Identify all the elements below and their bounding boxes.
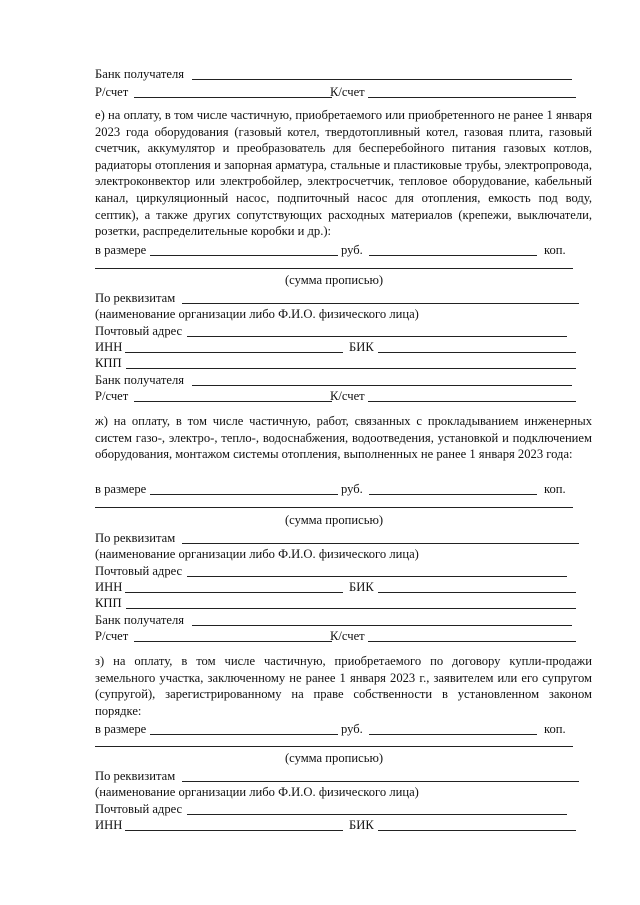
inn-field[interactable] (125, 352, 343, 353)
bank-label: Банк получателя (95, 67, 185, 81)
inn-field[interactable] (125, 592, 343, 593)
kpp-field[interactable] (126, 608, 576, 609)
ks-label: К/счет (330, 85, 365, 99)
bik-label: БИК (349, 340, 374, 354)
rub-field[interactable] (150, 255, 338, 256)
kpp-label: КПП (95, 596, 122, 610)
address-field[interactable] (187, 336, 567, 337)
inn-label: ИНН (95, 818, 123, 832)
bank-field[interactable] (192, 385, 572, 386)
account-row (95, 84, 595, 100)
amount-row (95, 721, 595, 737)
inn-label: ИНН (95, 340, 123, 354)
ks-label: К/счет (330, 389, 365, 403)
requisites-label: По реквизитам (95, 291, 176, 305)
amount-label: в размере (95, 722, 147, 736)
rs-label: Р/счет (95, 389, 129, 403)
inn-bik-row (95, 579, 595, 595)
kpp-field[interactable] (126, 368, 576, 369)
inn-bik-row (95, 339, 595, 355)
address-row (95, 323, 595, 339)
sum-in-words-field[interactable] (95, 507, 573, 508)
rub-field[interactable] (150, 494, 338, 495)
bank-label: Банк получателя (95, 613, 185, 627)
item-z-text: з) на оплату, в том числе частичную, приобретаемого по договору купли-продажи земельного участка, заключенному не ранее 1 января 2023 г., заявителем или его супругом (супругой), зарегистрированному на праве собственности в установленном законом порядке: (95, 654, 592, 718)
rs-field[interactable] (134, 401, 332, 402)
bik-label: БИК (349, 580, 374, 594)
bik-field[interactable] (378, 352, 576, 353)
item-e-text: е) на оплату, в том числе частичную, приобретаемого или приобретенного не ранее 1 января 2023 года оборудования (газовый котел, твердотопливный котел, газовая плита, газовый счетчик, аккумулятор и преобразователь для бесперебойного питания газовых котлов, радиаторы отопления и запорная арматура, стальные и пластиковые трубы, электропровода, электроконвектор или электробойлер, электросчетчик, тепловое оборудование, кабельный канал, циркуляционный насос, подпиточный насос для отопления, емкость под воду, септик), а также других сопутствующих расходных материалов (крепежи, выключатели, розетки, распределительные коробки и др.): (95, 108, 592, 239)
kpp-row (95, 355, 595, 371)
account-row (95, 388, 595, 404)
account-row (95, 628, 595, 644)
address-row (95, 801, 595, 817)
sum-in-words-caption: (сумма прописью) (284, 273, 384, 287)
org-caption: (наименование организации либо Ф.И.О. физического лица) (95, 547, 419, 561)
requisites-row (95, 768, 595, 784)
kop-field[interactable] (369, 494, 537, 495)
ks-label: К/счет (330, 629, 365, 643)
bik-field[interactable] (378, 830, 576, 831)
address-label: Почтовый адрес (95, 802, 183, 816)
kop-label: коп. (544, 482, 566, 496)
ks-field[interactable] (368, 401, 576, 402)
rub-label: руб. (341, 243, 363, 257)
bank-field[interactable] (192, 79, 572, 80)
sum-in-words-field[interactable] (95, 746, 573, 747)
amount-label: в размере (95, 243, 147, 257)
org-caption: (наименование организации либо Ф.И.О. физического лица) (95, 785, 419, 799)
kop-label: коп. (544, 243, 566, 257)
kpp-row (95, 595, 595, 611)
rub-label: руб. (341, 482, 363, 496)
bik-field[interactable] (378, 592, 576, 593)
ks-field[interactable] (368, 641, 576, 642)
rs-field[interactable] (134, 641, 332, 642)
address-field[interactable] (187, 814, 567, 815)
rub-label: руб. (341, 722, 363, 736)
item-zh-text: ж) на оплату, в том числе частичную, работ, связанных с прокладыванием инженерных систем газо-, электро-, тепло-, водоснабжения, водоотведения, установкой и подключением оборудования, монтажом системы отопления, выполненных не ранее 1 января 2023 года: (95, 414, 592, 462)
bank-field[interactable] (192, 625, 572, 626)
org-caption: (наименование организации либо Ф.И.О. физического лица) (95, 307, 419, 321)
ks-field[interactable] (368, 97, 576, 98)
amount-label: в размере (95, 482, 147, 496)
bik-label: БИК (349, 818, 374, 832)
inn-bik-row (95, 817, 595, 833)
bank-row (95, 66, 595, 82)
rub-field[interactable] (150, 734, 338, 735)
requisites-field[interactable] (182, 303, 579, 304)
kop-field[interactable] (369, 734, 537, 735)
inn-label: ИНН (95, 580, 123, 594)
address-label: Почтовый адрес (95, 324, 183, 338)
requisites-row (95, 530, 595, 546)
rs-label: Р/счет (95, 629, 129, 643)
kpp-label: КПП (95, 356, 122, 370)
rs-label: Р/счет (95, 85, 129, 99)
kop-label: коп. (544, 722, 566, 736)
rs-field[interactable] (134, 97, 332, 98)
address-row (95, 563, 595, 579)
bank-row (95, 372, 595, 388)
bank-row (95, 612, 595, 628)
address-label: Почтовый адрес (95, 564, 183, 578)
sum-in-words-caption: (сумма прописью) (284, 751, 384, 765)
requisites-label: По реквизитам (95, 531, 176, 545)
sum-in-words-caption: (сумма прописью) (284, 513, 384, 527)
amount-row (95, 242, 595, 258)
bank-label: Банк получателя (95, 373, 185, 387)
kop-field[interactable] (369, 255, 537, 256)
sum-in-words-field[interactable] (95, 268, 573, 269)
requisites-row (95, 290, 595, 306)
amount-row (95, 481, 595, 497)
requisites-label: По реквизитам (95, 769, 176, 783)
address-field[interactable] (187, 576, 567, 577)
requisites-field[interactable] (182, 781, 579, 782)
requisites-field[interactable] (182, 543, 579, 544)
inn-field[interactable] (125, 830, 343, 831)
